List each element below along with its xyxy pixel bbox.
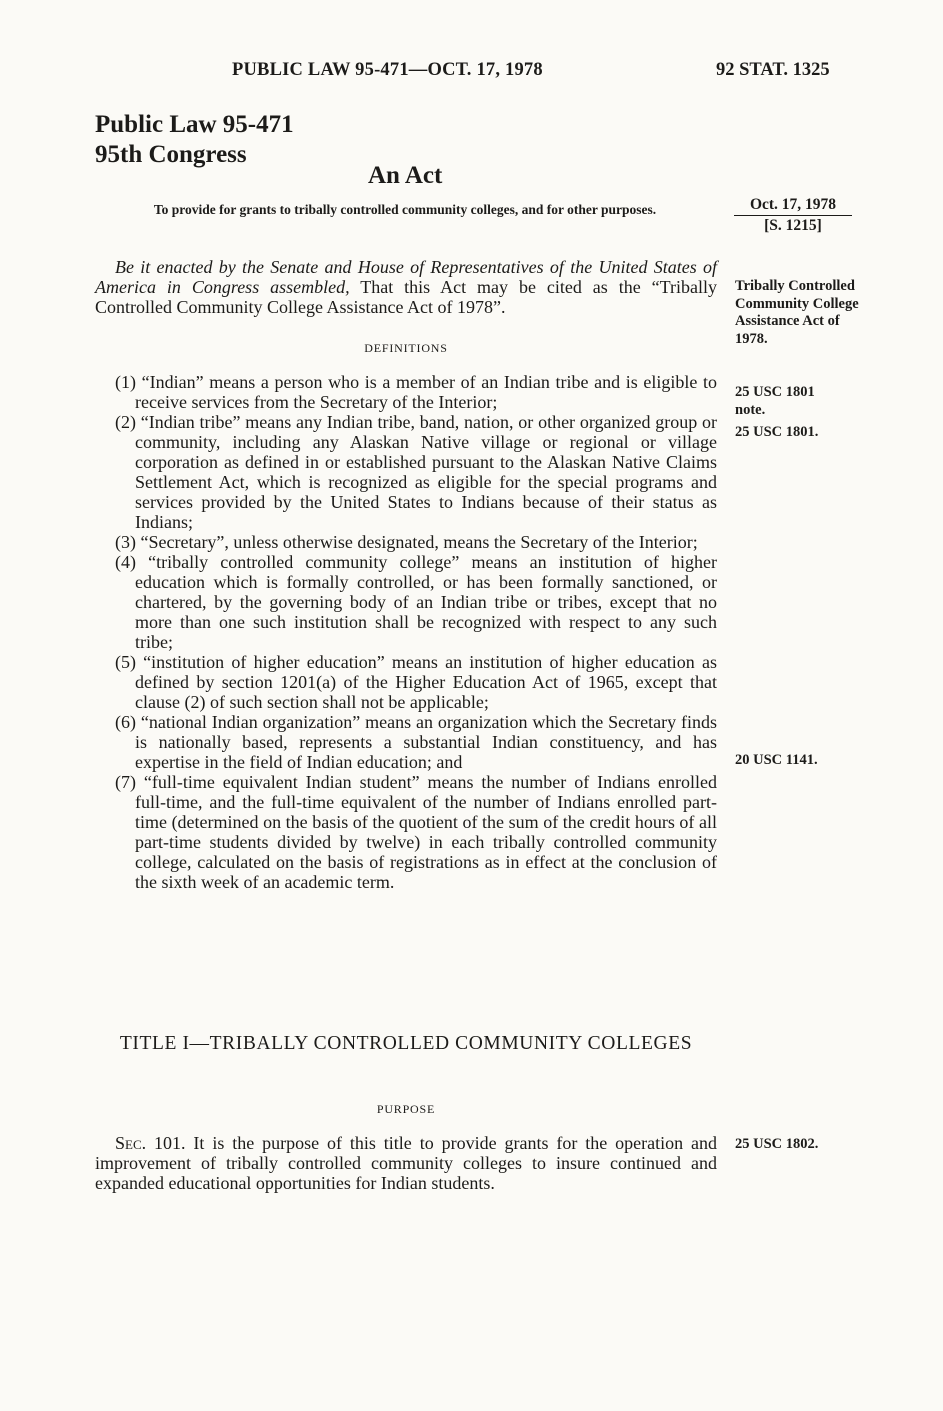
definition-item: (7) “full-time equivalent Indian student” means the number of Indians enrolled full-time, and the full-time equivalent of the number of Indians enrolled part-time (determined on the basis of the quotient of the sum of the credit hours of all part-time students divided by twelve) in each tribally controlled community college, calculated on the basis of registrations as in effect at the conclusion of the sixth week of an academic term.	[115, 772, 717, 892]
enacting-clause-text: That this Act may be cited as the “Tribally Controlled Community College Assistance Act of 1978”.	[95, 277, 717, 317]
enactment-date: Oct. 17, 1978	[734, 195, 852, 216]
enactment-date-box	[734, 195, 852, 236]
margin-note-usc: 25 USC 1801.	[735, 424, 819, 440]
margin-note-usc: 25 USC 1802.	[735, 1136, 819, 1152]
margin-note-usc: 20 USC 1141.	[735, 752, 818, 768]
long-title: To provide for grants to tribally controlled community colleges, and for other purposes.	[153, 202, 657, 217]
section-text: It is the purpose of this title to provide grants for the operation and improvement of tribally controlled community colleges to insure continued and expanded educational opportunities for Indian students.	[95, 1133, 718, 1193]
title-heading: TITLE I—TRIBALLY CONTROLLED COMMUNITY COLLEGES	[119, 1033, 693, 1054]
enacting-clause-italic: Be it enacted by the Senate and House of Representatives of the United States of America in Congress assembled,	[95, 257, 717, 297]
section-label: Sec. 101.	[115, 1133, 186, 1153]
purpose-heading: PURPOSE	[376, 1102, 436, 1116]
law-title-block	[95, 110, 294, 170]
definition-item: (3) “Secretary”, unless otherwise designated, means the Secretary of the Interior;	[115, 532, 698, 552]
running-head: PUBLIC LAW 95-471—OCT. 17, 1978	[232, 60, 543, 80]
section-101	[95, 1133, 717, 1193]
definition-item: (4) “tribally controlled community college” means an institution of higher education which is formally controlled, or has been formally sanctioned, or chartered, by the governing body of an Indian tribe or tribes, except that no more than one such institution shall be recognized with respect to any such tribe;	[115, 552, 717, 652]
congress-label: 95th Congress	[95, 141, 247, 168]
definitions-heading: DEFINITIONS	[364, 341, 448, 355]
definition-item: (6) “national Indian organization” means an organization which the Secretary finds is nationally based, represents a substantial Indian constituency, and has expertise in the field of Indian education; and	[115, 712, 717, 772]
definitions-list	[95, 372, 717, 892]
public-law-number: Public Law 95-471	[95, 111, 294, 138]
enacting-clause	[95, 257, 717, 317]
statute-reference: 92 STAT. 1325	[716, 60, 830, 80]
margin-note-short-title: Tribally Controlled Community College Assistance Act of 1978.	[735, 278, 859, 347]
definition-item: (2) “Indian tribe” means any Indian tribe, band, nation, or other organized group or community, including any Alaskan Native village or regional or village corporation as defined in or established pursuant to the Alaskan Native Claims Settlement Act, which is recognized as eligible for the special programs and services provided by the United States to Indians because of their status as Indians;	[115, 412, 717, 532]
definition-item: (1) “Indian” means a person who is a member of an Indian tribe and is eligible to receive services from the Secretary of the Interior;	[115, 372, 717, 412]
margin-note-usc: 25 USC 1801 note.	[735, 384, 815, 418]
senate-bill-number: [S. 1215]	[764, 217, 822, 234]
definition-item: (5) “institution of higher education” means an institution of higher education as defined by section 1201(a) of the Higher Education Act of 1965, except that clause (2) of such section shall not be applicable;	[115, 652, 717, 712]
act-heading: An Act	[368, 162, 443, 189]
